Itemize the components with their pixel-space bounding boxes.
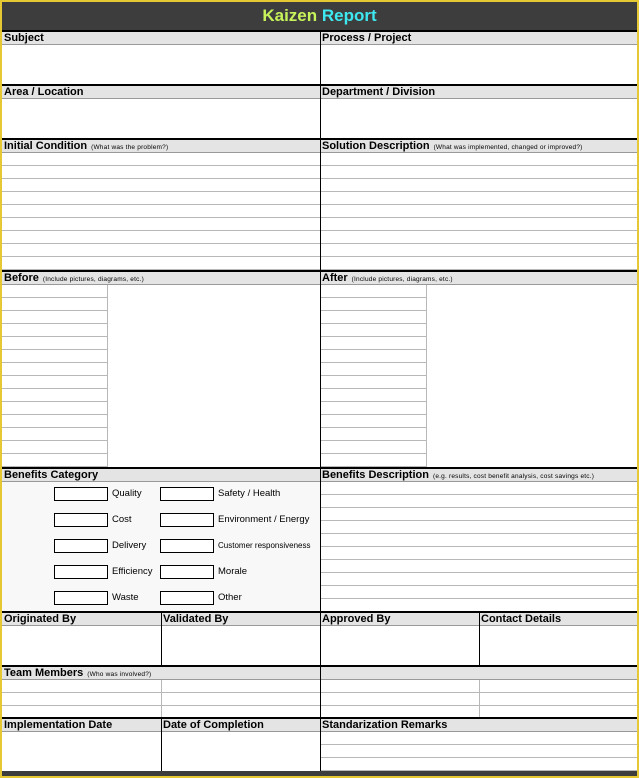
other-checkbox[interactable] xyxy=(160,591,214,605)
after-picture-area[interactable] xyxy=(427,285,637,467)
department-division-field[interactable] xyxy=(321,99,637,138)
morale-label: Morale xyxy=(218,566,248,577)
center-divider xyxy=(320,30,321,771)
originated-by-label: Originated By xyxy=(2,611,161,626)
quality-checkbox[interactable] xyxy=(54,487,108,501)
sig-divider-3 xyxy=(479,611,480,665)
approved-by-field[interactable] xyxy=(321,626,479,665)
date-of-completion-field[interactable] xyxy=(162,732,320,771)
quality-label: Quality xyxy=(112,488,142,499)
cost-checkbox[interactable] xyxy=(54,513,108,527)
process-project-field[interactable] xyxy=(321,45,637,84)
customer-responsiveness-checkbox[interactable] xyxy=(160,539,214,553)
department-division-label: Department / Division xyxy=(320,84,637,99)
before-picture-area[interactable] xyxy=(108,285,320,467)
benefit-row-2 xyxy=(54,513,318,527)
safety-health-label: Safety / Health xyxy=(218,488,281,499)
safety-health-checkbox[interactable] xyxy=(160,487,214,501)
benefits-category-label: Benefits Category xyxy=(2,467,320,482)
before-label: Before (Include pictures, diagrams, etc.) xyxy=(2,270,320,285)
validated-by-label: Validated By xyxy=(161,611,320,626)
benefit-row-4 xyxy=(54,565,318,579)
benefit-row-5 xyxy=(54,591,318,605)
standardization-remarks-lines[interactable] xyxy=(321,732,637,771)
title-kaizen: Kaizen xyxy=(262,6,318,25)
after-label: After (Include pictures, diagrams, etc.) xyxy=(320,270,637,285)
originated-by-field[interactable] xyxy=(2,626,161,665)
date-of-completion-label: Date of Completion xyxy=(161,717,320,732)
morale-checkbox[interactable] xyxy=(160,565,214,579)
validated-by-field[interactable] xyxy=(162,626,320,665)
benefit-row-3 xyxy=(54,539,318,553)
sig-divider-1 xyxy=(161,611,162,665)
initial-condition-lines[interactable] xyxy=(2,153,320,270)
approved-by-label: Approved By xyxy=(320,611,479,626)
subject-field[interactable] xyxy=(2,45,320,84)
contact-details-field[interactable] xyxy=(480,626,637,665)
customer-responsiveness-label: Customer responsiveness xyxy=(218,541,311,550)
team-members-label: Team Members (Who was involved?) xyxy=(2,665,637,680)
delivery-checkbox[interactable] xyxy=(54,539,108,553)
report-title xyxy=(2,2,637,30)
area-location-label: Area / Location xyxy=(2,84,320,99)
other-label: Other xyxy=(218,592,242,603)
environment-energy-label: Environment / Energy xyxy=(218,514,310,525)
initial-condition-label: Initial Condition (What was the problem?) xyxy=(2,138,320,153)
delivery-label: Delivery xyxy=(112,540,147,551)
implementation-date-label: Implementation Date xyxy=(2,717,161,732)
solution-description-label: Solution Description (What was implemented, changed or improved?) xyxy=(320,138,637,153)
efficiency-label: Efficiency xyxy=(112,566,153,577)
team-divider-3 xyxy=(479,680,480,717)
after-notes-lines[interactable] xyxy=(321,285,426,467)
efficiency-checkbox[interactable] xyxy=(54,565,108,579)
subject-label: Subject xyxy=(2,30,320,45)
benefits-description-label: Benefits Description (e.g. results, cost benefit analysis, cost savings etc.) xyxy=(320,467,637,482)
title-report: Report xyxy=(321,6,377,25)
waste-checkbox[interactable] xyxy=(54,591,108,605)
implementation-date-field[interactable] xyxy=(2,732,161,771)
solution-description-lines[interactable] xyxy=(321,153,637,270)
bottom-bar xyxy=(2,771,637,776)
before-notes-lines[interactable] xyxy=(2,285,107,467)
waste-label: Waste xyxy=(112,592,139,603)
team-divider-1 xyxy=(161,680,162,717)
standardization-remarks-label: Standarization Remarks xyxy=(320,717,637,732)
contact-details-label: Contact Details xyxy=(479,611,637,626)
date-divider xyxy=(161,717,162,771)
benefit-row-1 xyxy=(54,487,318,501)
environment-energy-checkbox[interactable] xyxy=(160,513,214,527)
process-project-label: Process / Project xyxy=(320,30,637,45)
area-location-field[interactable] xyxy=(2,99,320,138)
cost-label: Cost xyxy=(112,514,132,525)
benefits-description-lines[interactable] xyxy=(321,482,637,611)
